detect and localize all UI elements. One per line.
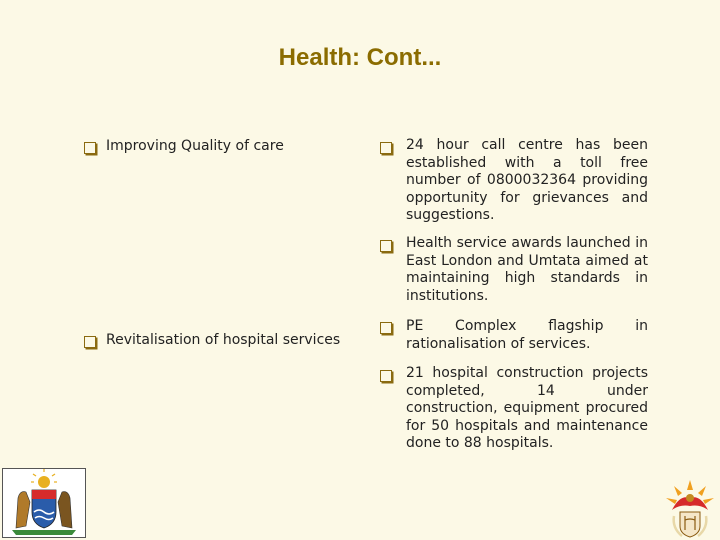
right-item-call-centre: 24 hour call centre has been established with a toll free number of 0800032364 providing opportunity for grievances and suggestions. (406, 137, 648, 223)
national-coat-of-arms-logo (660, 476, 720, 540)
slide-title: Health: Cont... (278, 44, 442, 71)
square-bullet-icon (84, 142, 96, 154)
square-bullet-icon (84, 336, 96, 348)
right-item-service-awards: Health service awards launched in East London and Umtata aimed at maintaining high standards in institutions. (406, 235, 648, 304)
square-bullet-icon (380, 240, 392, 252)
left-item-quality-of-care: Improving Quality of care (106, 138, 284, 154)
right-item-pe-complex: PE Complex flagship in rationalisation of services. (406, 318, 648, 352)
square-bullet-icon (380, 142, 392, 154)
provincial-coat-of-arms-logo (2, 468, 86, 538)
square-bullet-icon (380, 370, 392, 382)
square-bullet-icon (380, 322, 392, 334)
left-item-revitalisation: Revitalisation of hospital services (106, 332, 341, 348)
right-item-hospital-construction: 21 hospital construction projects completed, 14 under construction, equipment procured for 50 hospitals and maintenance done to 88 hospitals. (406, 365, 648, 451)
